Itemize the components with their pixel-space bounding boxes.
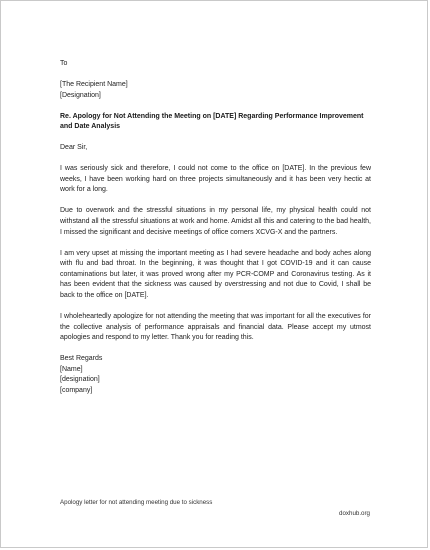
paragraph-3: I am very upset at missing the important meeting as I had severe headache and body aches along with flu and bad throat. In the beginning, it was thought that I got COVID-19 and it can cause contaminations but later, it was proved wrong after my PCR-COMP and Coronavirus testing. As it has been evident that the sickness was caused by overstressing and not due to Covid, I shall be back to the office on [DATE]. bbox=[60, 249, 371, 299]
salutation: Dear Sir, bbox=[60, 144, 88, 152]
paragraph-4: I wholeheartedly apologize for not attending the meeting that was important for all the executives for the collective analysis of performance appraisals and financial data. Please accept my utmost apologies and respond to my letter. Thank you for reading this. bbox=[60, 312, 371, 342]
to-line: To bbox=[60, 60, 68, 67]
recipient-name: [The Recipient Name] bbox=[60, 81, 128, 89]
closing: Best Regards bbox=[60, 355, 103, 363]
letter-subject: Re. Apology for Not Attending the Meeting on [DATE] Regarding Performance Improvement and Date Analysis bbox=[60, 112, 364, 131]
recipient-designation: [Designation] bbox=[60, 91, 101, 99]
letter-body bbox=[60, 59, 371, 396]
signature-company: [company] bbox=[60, 386, 93, 394]
paragraph-1: I was seriously sick and therefore, I could not come to the office on [DATE]. In the previous few weeks, I have been working hard on three projects simultaneously and it has been very hectic at work for a long. bbox=[60, 165, 371, 194]
signature-designation: [designation] bbox=[60, 376, 100, 384]
footer-caption: Apology letter for not attending meeting due to sickness bbox=[60, 499, 213, 506]
footer-site: doxhub.org bbox=[339, 510, 370, 517]
signature-name: [Name] bbox=[60, 365, 83, 373]
paragraph-2: Due to overwork and the stressful situations in my personal life, my physical health could not withstand all the stressful situations at work and home. Amidst all this and catering to the bad health, I missed the significant and decisive meetings of office corners XCVG-X and the partners. bbox=[60, 207, 371, 236]
